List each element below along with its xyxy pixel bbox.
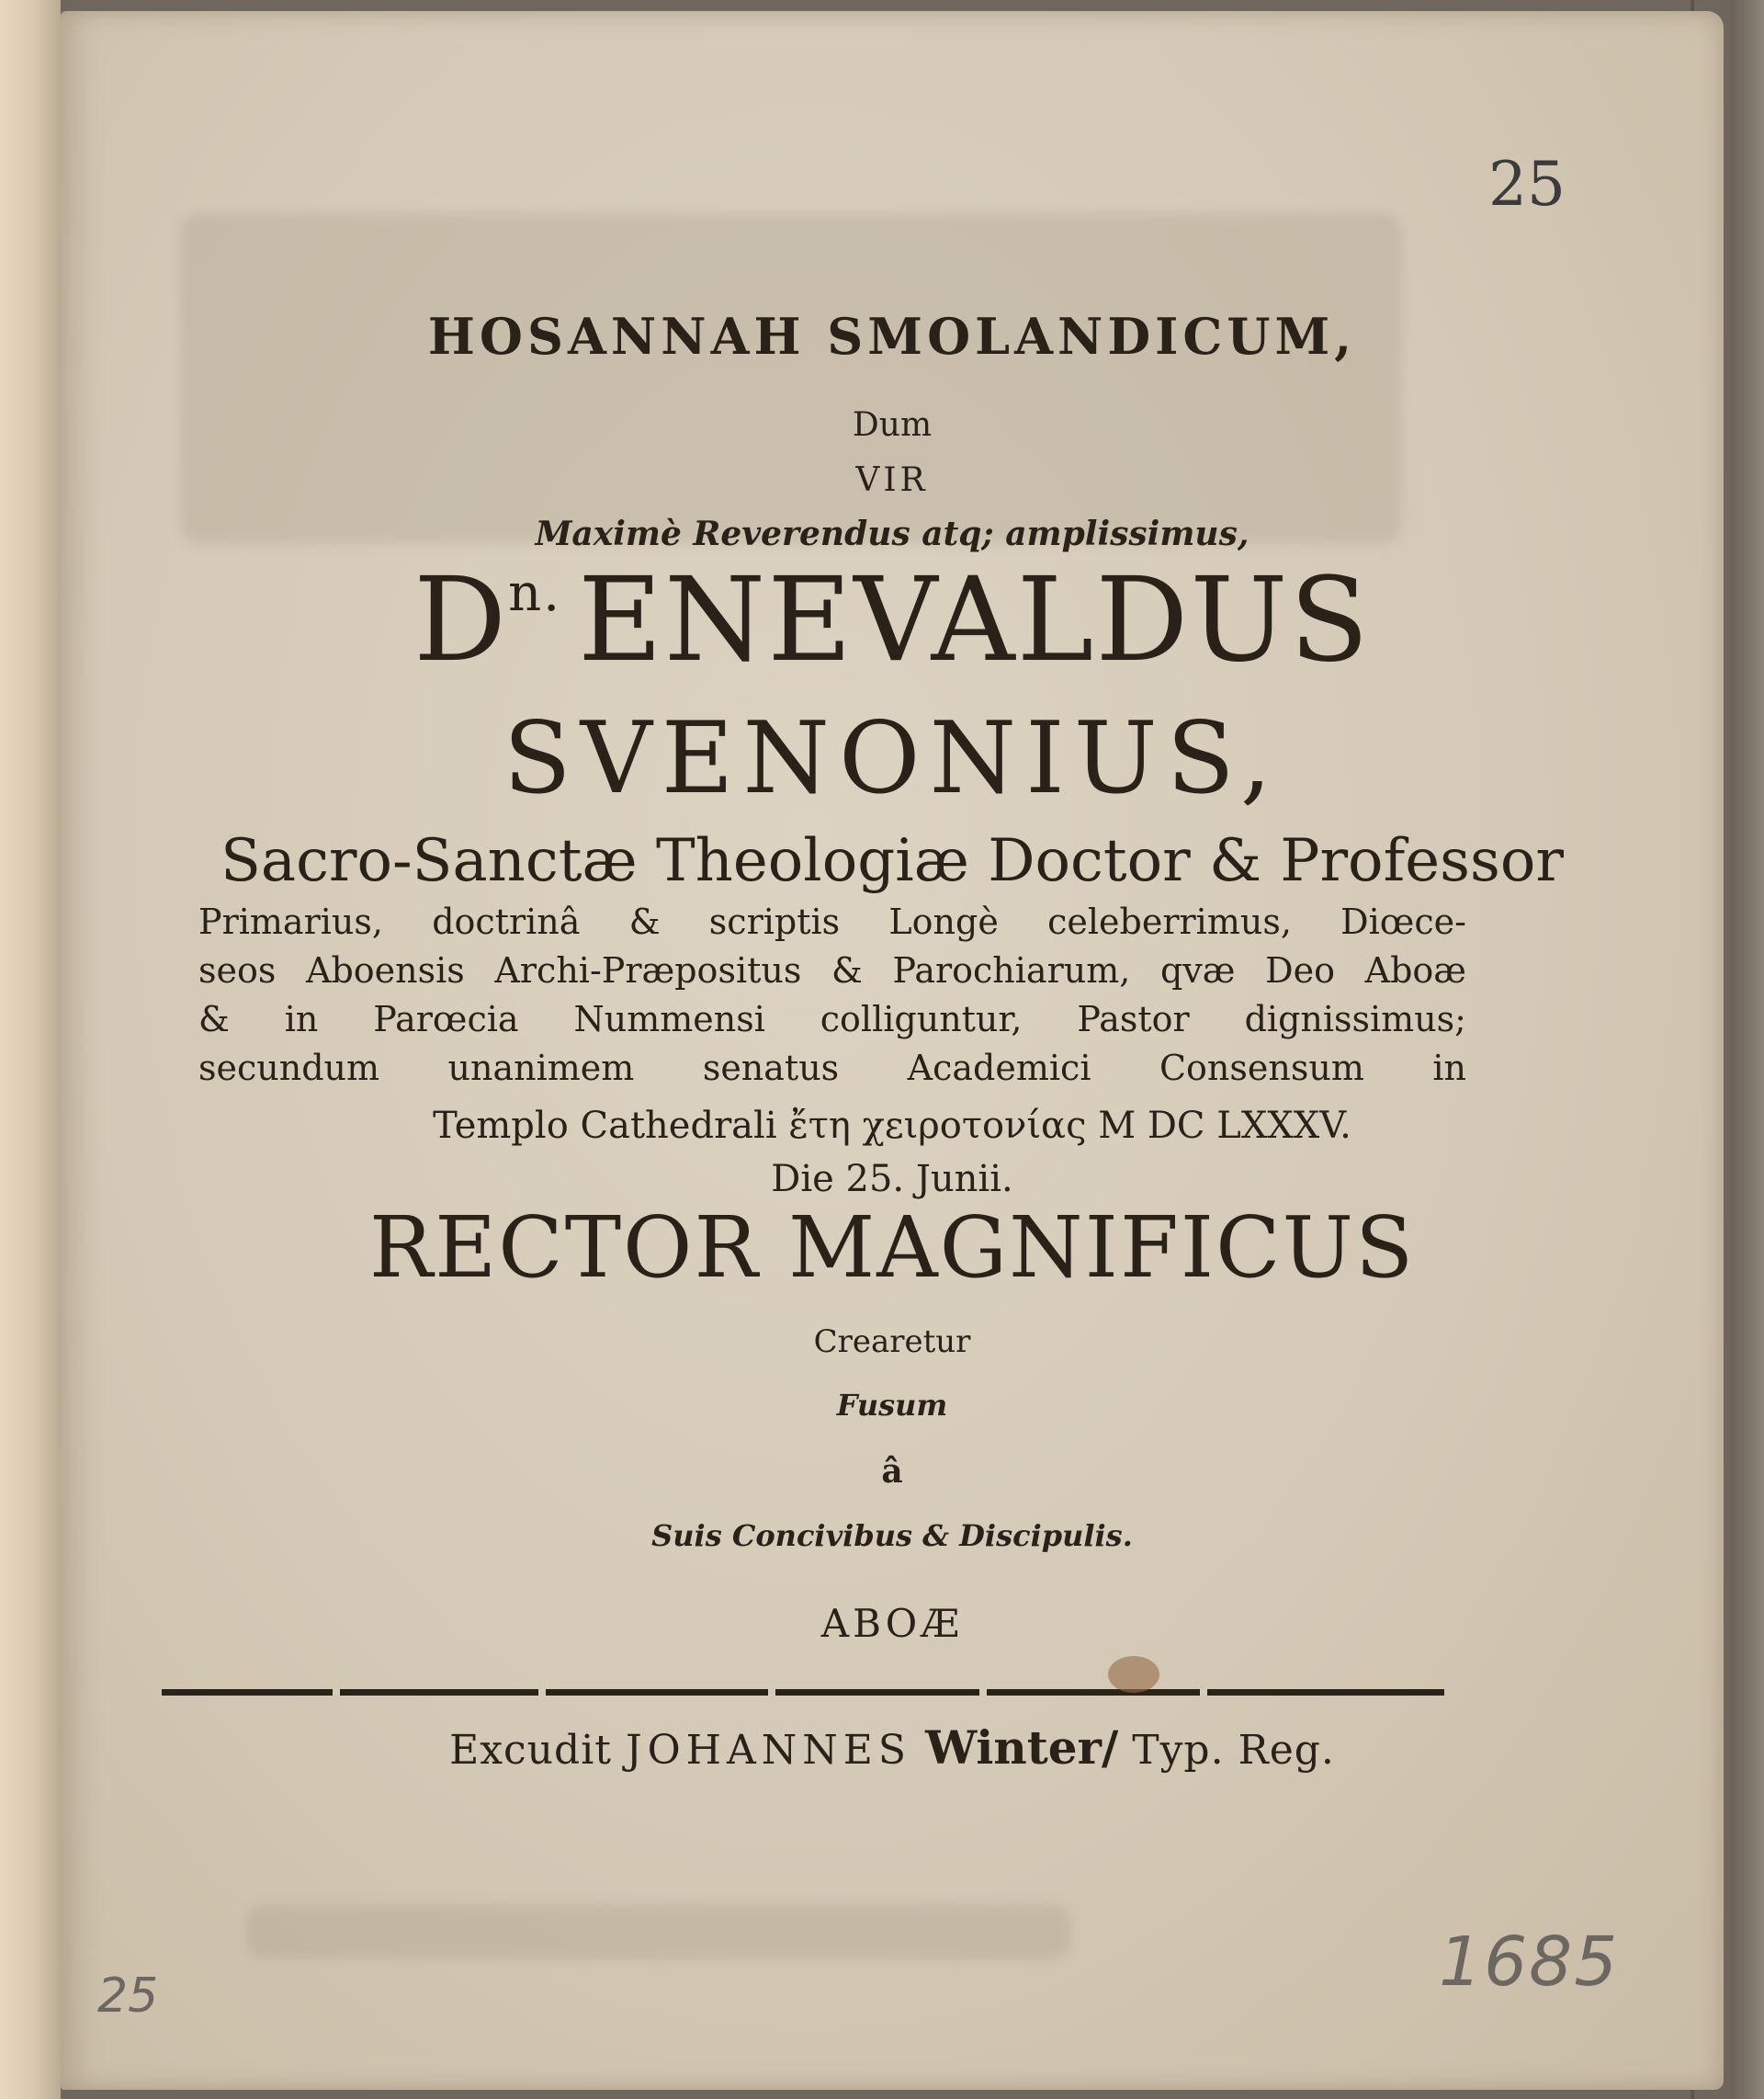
- book-edge: [1731, 0, 1764, 2099]
- imprint-line: [61, 1720, 1724, 1775]
- description-line: seos Aboensis Archi-Præpositus & Parochiarum, qvæ Deo Aboæ: [198, 950, 1466, 991]
- rule-gap: [979, 1689, 987, 1696]
- rule-gap: [768, 1689, 775, 1696]
- description-line: secundum unanimem senatus Academici Consensum in: [198, 1048, 1466, 1088]
- description-line: & in Parœcia Nummensi colliguntur, Pastor dignissimus;: [198, 999, 1466, 1039]
- description-title: Sacro-Sanctæ Theologiæ Doctor & Professor: [220, 827, 1564, 895]
- horizontal-rule: [162, 1689, 1444, 1696]
- name-first: ENEVALDUS: [578, 552, 1371, 687]
- description-templo: Templo Cathedrali ἔτη χειροτονίας M DC LXXXV.: [433, 1105, 1351, 1147]
- description-date: Die 25. Junii.: [771, 1158, 1013, 1200]
- rule-gap: [538, 1689, 546, 1696]
- description-body: [198, 898, 1466, 1093]
- rule-gap: [1200, 1689, 1207, 1696]
- rector-title: RECTOR MAGNIFICUS: [368, 1198, 1416, 1297]
- pencil-ref-note: 25: [97, 1969, 159, 2024]
- imprint-typ: Typ. Reg.: [1132, 1727, 1335, 1774]
- imprint-printer-first: JOHANNES: [625, 1727, 912, 1774]
- name-prefix-sup: n.: [508, 563, 562, 623]
- rector-fusum: Fusum: [836, 1388, 948, 1423]
- rector-crearetur: Crearetur: [813, 1323, 971, 1360]
- bleed-through-line: [244, 1904, 1071, 1959]
- title-vir: VIR: [855, 461, 929, 499]
- rector-suis: Suis Concivibus & Discipulis.: [651, 1518, 1133, 1553]
- name-prefix: D: [413, 552, 509, 687]
- pencil-year-note: 1685: [1439, 1923, 1620, 2002]
- title-dum: Dum: [852, 406, 933, 444]
- rule-gap: [333, 1689, 340, 1696]
- page-number: 25: [1488, 149, 1566, 220]
- imprint-printer-last: Winter/: [925, 1720, 1119, 1775]
- imprint-place: ABOÆ: [820, 1601, 964, 1646]
- name-last: SVENONIUS,: [503, 701, 1282, 816]
- title-hosannah: HOSANNAH SMOLANDICUM,: [427, 307, 1357, 366]
- rector-a: â: [881, 1452, 903, 1491]
- name-first-line: [61, 552, 1724, 687]
- title-maxime: Maximè Reverendus atq; amplissimus,: [535, 515, 1250, 553]
- imprint-excudit: Excudit: [449, 1727, 612, 1774]
- ink-stain: [1108, 1656, 1159, 1693]
- description-line: Primarius, doctrinâ & scriptis Longè celeberrimus, Diœce-: [198, 902, 1466, 942]
- book-binding: [0, 0, 61, 2099]
- document-page: [61, 11, 1724, 2090]
